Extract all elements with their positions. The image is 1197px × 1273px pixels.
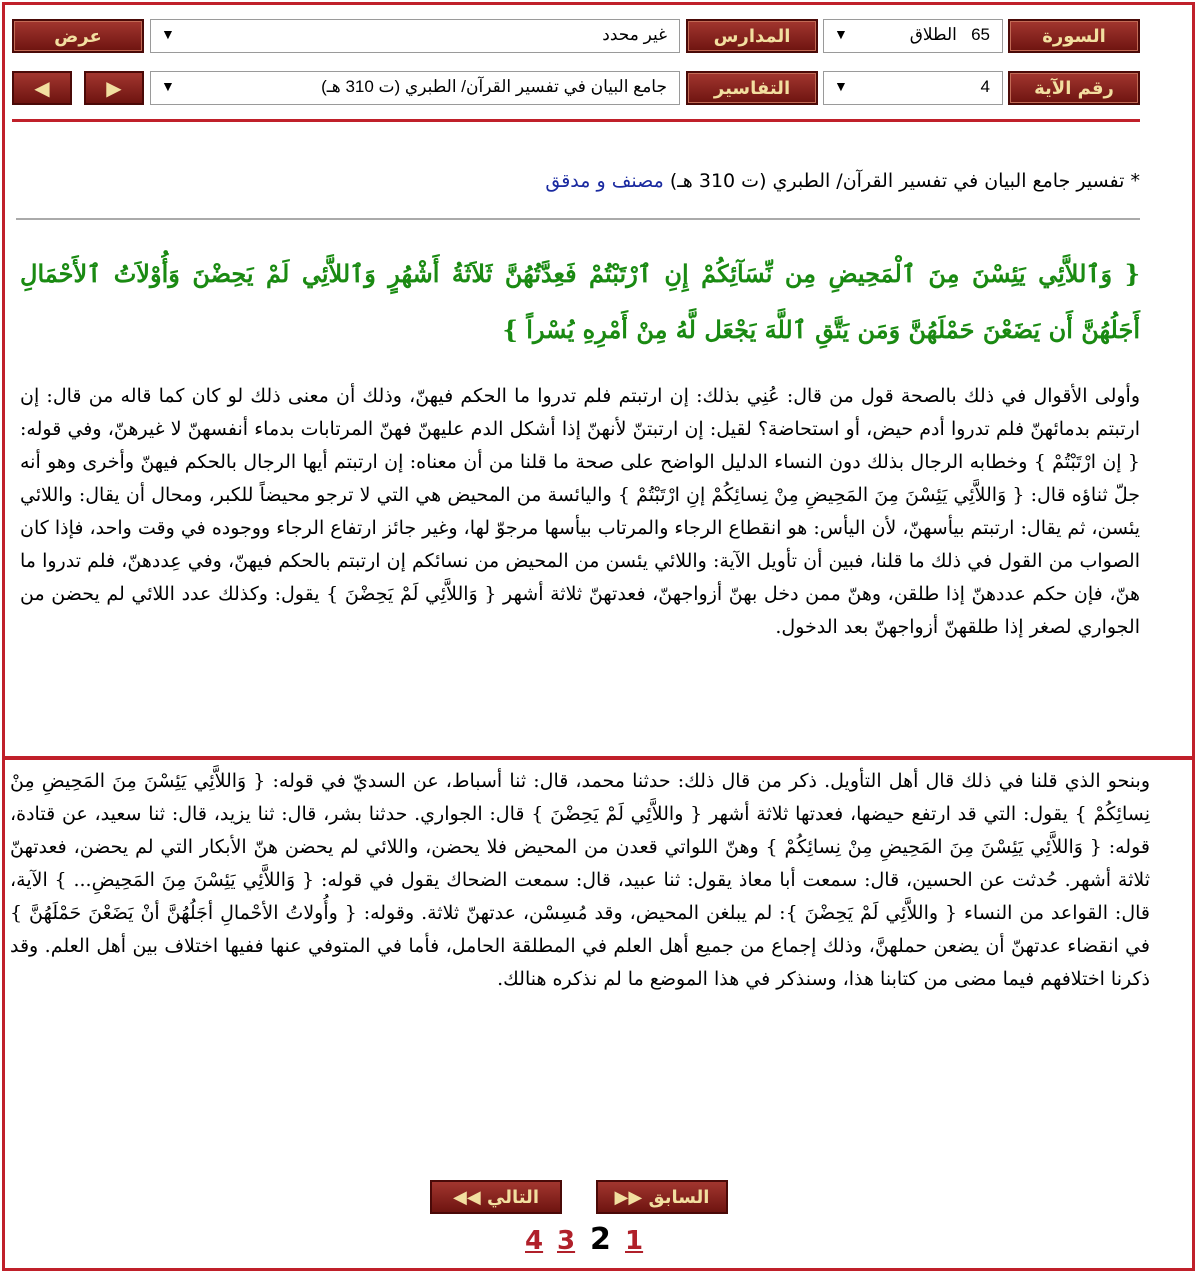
- show-label: عرض: [54, 25, 102, 47]
- author-link[interactable]: مصنف: [611, 170, 664, 192]
- prev-ayah-button[interactable]: [12, 71, 72, 105]
- show-button[interactable]: [12, 19, 144, 53]
- ayah-label-button[interactable]: [1008, 71, 1140, 105]
- sura-label-button[interactable]: [1008, 19, 1140, 53]
- tafsir-heading: [50, 170, 1140, 192]
- tafsir-paragraph-1: وأولى الأقوال في ذلك بالصحة قول من قال: عُنِي بذلك: إن ارتبتم فلم تدروا ما الحكم فيهنّ، وذلك أن معنى ذلك لو كان كما قاله من قال: إن ارتبتم بدمائهنّ فلم تدروا أدم حيض، أو استحاضة؟ لقيل: إن ارتبتنّ لأنهنّ إذا أشكل الدم عليهنّ فهنّ المرتابات بدماء أنفسهنّ لا غيرهنّ، وفي قوله: { إن ارْتَبْتُمْ } وخطابه الرجال بذلك دون النساء الدليل الواضح على صحة ما قلنا من أن معناه: إن ارتبتم أيها الرجال بالحكم فيهنّ وأخرى وهو أنه جلّ ثناؤه قال: { وَاللاَّئِي يَئِسْنَ مِنَ المَحِيضِ مِنْ نِسائِكُمْ إنِ ارْتَبْتُمْ } واليائسة من المحيض هي التي لا ترجو محيضاً للكبر، ومحال أن يقال: واللائي يئسن، ثم يقال: ارتبتم بيأسهنّ، لأن اليأس: هو انقطاع الرجاء والمرتاب بيأسها مرجوّ لها، وغير جائز ارتفاع الرجاء ووجوده في وقت واحد، فإذا كان الصواب من القول في ذلك ما قلنا، فبين أن تأويل الآية: واللائي يئسن من المحيض من نسائكم إن ارتبتم بالحكم فيهنّ، وفي عِددهنّ، فلم تدروا ما هنّ، فإن حكم عددهنّ إذا طلقن، وهنّ ممن دخل بهنّ أزواجهنّ، فعدتهنّ ثلاثة أشهر { وَاللاَّئِي لَمْ يَحِضْنَ } يقول: وكذلك عدد اللائي لم يحضن من الجواري لصغر إذا طلقهنّ أزواجهنّ بعد الدخول.: [20, 385, 1140, 638]
- ayah-select-value: 4: [980, 77, 990, 96]
- page-current-2: 2: [590, 1222, 611, 1257]
- tafsir-heading-text: * تفسير جامع البيان في تفسير القرآن/ الطبري (ت 310 هـ): [669, 170, 1140, 192]
- tafsir-label-button[interactable]: [686, 71, 818, 105]
- schools-select[interactable]: [150, 19, 680, 53]
- sura-select-value: [910, 25, 990, 45]
- double-chevron-left-icon: ◀◀: [453, 1186, 481, 1208]
- page-link-1[interactable]: 1: [625, 1226, 644, 1256]
- sura-number: 65: [971, 25, 990, 44]
- ayah-label: رقم الآية: [1034, 77, 1114, 99]
- next-page-button[interactable]: [430, 1180, 562, 1214]
- quran-verse: { وَٱللاَّئِي يَئِسْنَ مِنَ ٱلْمَحِيضِ مِن نِّسَآئِكُمْ إِنِ ٱرْتَبْتُمْ فَعِدَّتُهُنَّ ثَلاَثَةُ أَشْهُرٍ وَٱللاَّئِي لَمْ يَحِضْنَ وَأُوْلاَتُ ٱلأَحْمَالِ أَجَلُهُنَّ أَن يَضَعْنَ حَمْلَهُنَّ وَمَن يَتَّقِ ٱللَّهَ يَجْعَل لَّهُ مِنْ أَمْرِهِ يُسْراً }: [20, 259, 1140, 344]
- ayah-select[interactable]: [823, 71, 1003, 105]
- heading-divider: [16, 218, 1140, 220]
- sura-select[interactable]: [823, 19, 1003, 53]
- toolbar-divider: [12, 119, 1140, 122]
- page-link-4[interactable]: 4: [525, 1226, 544, 1256]
- tafsir-select-value: جامع البيان في تفسير القرآن/ الطبري (ت 310 هـ): [321, 77, 667, 96]
- page-link-3[interactable]: 3: [557, 1226, 576, 1256]
- tafsir-paragraph-2: وبنحو الذي قلنا في ذلك قال أهل التأويل. ذكر من قال ذلك: حدثنا محمد، قال: ثنا أسباط، عن السديّ في قوله: { وَاللاَّئِي يَئِسْنَ مِنَ المَحِيضِ مِنْ نِسائِكُمْ } يقول: التي قد ارتفع حيضها، فعدتها ثلاثة أشهر { واللاَّئِي لَمْ يَحِضْنَ } قال: الجواري. حدثنا بشر، قال: ثنا يزيد، قال: ثنا سعيد، عن قتادة، قوله: { وَاللاَّئِي يَئِسْنَ مِنَ المَحِيضِ مِنْ نِسائِكُمْ } وهنّ اللواتي قعدن من المحيض فلا يحضن، واللائي لم يحضن هنّ الأبكار التي لم يحضن، فعدتهنّ ثلاثة أشهر. حُدثت عن الحسين، قال: سمعت أبا معاذ يقول: ثنا عبيد، قال: سمعت الضحاك يقول في قوله: { وَاللاَّئِي يَئِسْنَ مِنَ المَحِيضِ... } الآية، قال: القواعد من النساء { واللاَّئِي لَمْ يَحِضْنَ }: لم يبلغن المحيض، وقد مُسِسْن، عدتهنّ ثلاثة. وقوله: { وأُولاتُ الأحْمالِ أجَلُهُنَّ أنْ يَضَعْنَ حَمْلَهُنَّ } في انقضاء عدتهنّ أن يضعن حملهنَّ، وذلك إجماع من جميع أهل العلم في المطلقة الحامل، فأما في المتوفي عنها ففيها اختلاف بين أهل العلم. وقد ذكرنا اختلافهم فيما مضى من كتابنا هذا، وسنذكر في هذا الموضع ما لم نذكره هنالك.: [10, 770, 1150, 990]
- prev-page-label: السابق: [648, 1186, 710, 1208]
- sura-label: السورة: [1042, 25, 1106, 47]
- schools-label-button[interactable]: [686, 19, 818, 53]
- heading-conjunction: و: [596, 170, 606, 192]
- arrow-right-icon: ▶: [106, 76, 122, 100]
- next-ayah-button[interactable]: [84, 71, 144, 105]
- tafsir-label: التفاسير: [713, 77, 791, 99]
- schools-select-value: غير محدد: [602, 25, 667, 44]
- chevron-down-icon: ▼: [834, 78, 848, 94]
- chevron-down-icon: ▼: [161, 26, 175, 42]
- chevron-down-icon: ▼: [834, 26, 848, 42]
- sura-name: الطلاق: [909, 25, 957, 44]
- next-page-label: التالي: [486, 1186, 539, 1208]
- schools-label: المدارس: [713, 25, 791, 47]
- arrow-left-icon: ◀: [34, 76, 50, 100]
- double-chevron-right-icon: ▶▶: [614, 1186, 643, 1208]
- chevron-down-icon: ▼: [161, 78, 175, 94]
- prev-page-button[interactable]: [596, 1180, 728, 1214]
- reviewer-link[interactable]: مدقق: [545, 170, 591, 192]
- tafsir-select[interactable]: [150, 71, 680, 105]
